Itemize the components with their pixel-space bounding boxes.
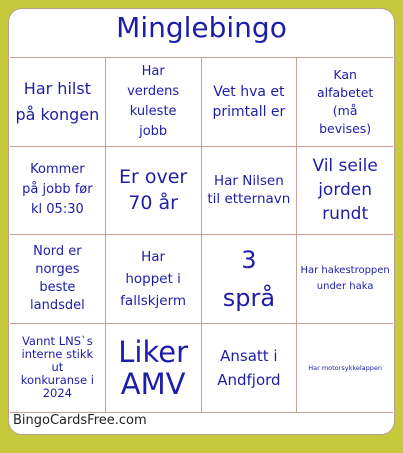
bingo-cell[interactable]: Kommer på jobb før kl 05:30 — [10, 147, 106, 236]
footer-credit: BingoCardsFree.com — [13, 413, 147, 428]
bingo-cell[interactable]: Har hoppet i fallskjerm — [106, 235, 202, 324]
bingo-cell[interactable]: Vil seile jorden rundt — [297, 147, 393, 236]
bingo-cell[interactable]: Kan alfabetet (må bevises) — [297, 58, 393, 147]
bingo-grid — [10, 57, 393, 413]
bingo-cell[interactable]: 3 språ — [202, 235, 298, 324]
bingo-cell[interactable]: Nord er norges beste landsdel — [10, 235, 106, 324]
bingo-cell[interactable]: Ansatt i Andfjord — [202, 324, 298, 413]
bingo-cell[interactable]: Har Nilsen til etternavn — [202, 147, 298, 236]
bingo-cell[interactable]: Liker AMV — [106, 324, 202, 413]
bingo-cell[interactable]: Har hilst på kongen — [10, 58, 106, 147]
bingo-cell[interactable]: Vannt LNS`s interne stikk ut konkuranse i 2024 — [10, 324, 106, 413]
bingo-cell[interactable]: Har verdens kuleste jobb — [106, 58, 202, 147]
card-title: Minglebingo — [116, 11, 287, 44]
bingo-cell[interactable]: Er over 70 år — [106, 147, 202, 236]
bingo-cell[interactable]: Vet hva et primtall er — [202, 58, 298, 147]
bingo-cell[interactable]: Har motorsykkelappen — [308, 363, 383, 372]
bingo-cell[interactable]: Har hakestroppen under haka — [297, 235, 393, 324]
bingo-card — [8, 8, 395, 435]
